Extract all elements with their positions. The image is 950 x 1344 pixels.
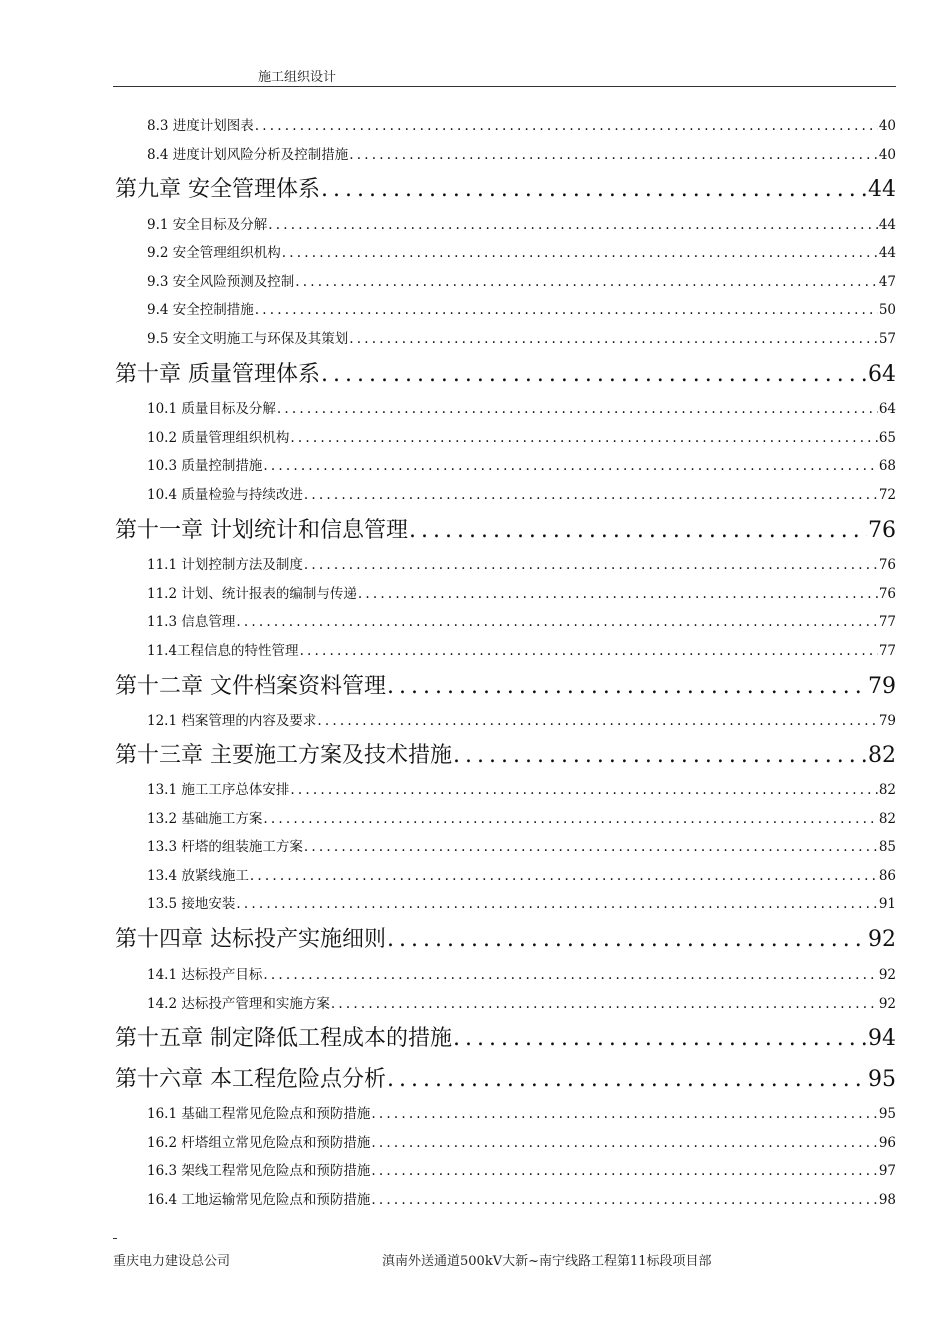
toc-entry-title: 第十一章 计划统计和信息管理 [115,518,408,543]
toc-page-number: 95 [868,1067,896,1092]
toc-page-number: 94 [868,1026,896,1051]
toc-leader-dots [387,927,867,952]
toc-leader-dots [349,147,878,163]
toc-leader-dots [263,967,877,983]
toc-section-entry[interactable] [147,835,896,855]
toc-leader-dots [371,1135,877,1151]
toc-page-number: 91 [878,896,896,912]
toc-section-entry[interactable] [147,114,896,134]
toc-leader-dots [236,896,877,912]
toc-leader-dots [304,839,878,855]
toc-page-number: 92 [878,996,896,1012]
toc-entry-title: 第十三章 主要施工方案及技术措施 [115,743,452,768]
toc-section-entry[interactable] [147,963,896,983]
toc-section-entry[interactable] [147,807,896,827]
toc-leader-dots [321,362,867,387]
toc-chapter-entry[interactable] [115,513,896,543]
toc-leader-dots [295,274,878,290]
toc-entry-title: 11.2 计划、统计报表的编制与传递 [147,586,357,602]
toc-entry-title: 第十六章 本工程危险点分析 [115,1067,386,1092]
toc-entry-title: 9.2 安全管理组织机构 [147,245,281,261]
toc-page-number: 96 [878,1135,896,1151]
toc-leader-dots [453,743,867,768]
toc-entry-title: 第十二章 文件档案资料管理 [115,674,386,699]
toc-entry-title: 16.1 基础工程常见危险点和预防措施 [147,1106,371,1122]
toc-page-number: 40 [878,118,896,134]
toc-section-entry[interactable] [147,1188,896,1208]
toc-entry-title: 11.1 计划控制方法及制度 [147,557,303,573]
footer-project: 滇南外送通道500kV大新~南宁线路工程第11标段项目部 [382,1254,712,1269]
toc-page-number: 92 [868,927,896,952]
toc-section-entry[interactable] [147,454,896,474]
toc-entry-title: 16.4 工地运输常见危险点和预防措施 [147,1192,371,1208]
toc-page-number: 82 [878,782,896,798]
toc-leader-dots [409,518,867,543]
toc-leader-dots [349,331,878,347]
toc-section-entry[interactable] [147,892,896,912]
toc-entry-title: 9.3 安全风险预测及控制 [147,274,295,290]
toc-entry-title: 8.3 进度计划图表 [147,118,254,134]
toc-leader-dots [371,1163,877,1179]
toc-leader-dots [263,458,877,474]
toc-leader-dots [300,643,878,659]
toc-page-number: 97 [878,1163,896,1179]
toc-leader-dots [453,1026,867,1051]
toc-entry-title: 10.4 质量检验与持续改进 [147,487,303,503]
toc-chapter-entry[interactable] [115,172,896,202]
toc-entry-title: 14.2 达标投产管理和实施方案 [147,996,330,1012]
toc-chapter-entry[interactable] [115,1021,896,1051]
toc-chapter-entry[interactable] [115,738,896,768]
toc-page-number: 44 [878,245,896,261]
toc-leader-dots [304,487,878,503]
toc-leader-dots [282,245,878,261]
toc-leader-dots [331,996,878,1012]
toc-leader-dots [255,302,878,318]
toc-page-number: 72 [878,487,896,503]
toc-chapter-entry[interactable] [115,357,896,387]
toc-page-number: 50 [878,302,896,318]
toc-page-number: 86 [878,868,896,884]
toc-page-number: 76 [878,586,896,602]
toc-section-entry[interactable] [147,270,896,290]
toc-leader-dots [290,782,877,798]
toc-section-entry[interactable] [147,1102,896,1122]
toc-page-number: 65 [878,430,896,446]
toc-page-number: 77 [878,614,896,630]
toc-leader-dots [321,177,867,202]
toc-leader-dots [268,217,878,233]
toc-page-number: 76 [868,518,896,543]
toc-page-number: 47 [878,274,896,290]
toc-page-number: 68 [878,458,896,474]
toc-section-entry[interactable] [147,327,896,347]
toc-leader-dots [236,614,877,630]
toc-leader-dots [371,1106,877,1122]
toc-entry-title: 第十五章 制定降低工程成本的措施 [115,1026,452,1051]
toc-entry-title: 13.1 施工工序总体安排 [147,782,290,798]
toc-page-number: 77 [878,643,896,659]
toc-section-entry[interactable] [147,864,896,884]
toc-page-number: 40 [878,147,896,163]
toc-section-entry[interactable] [147,709,896,729]
toc-entry-title: 12.1 档案管理的内容及要求 [147,713,317,729]
toc-leader-dots [304,557,878,573]
toc-section-entry[interactable] [147,553,896,573]
toc-chapter-entry[interactable] [115,669,896,699]
header-title: 施工组织设计 [258,70,337,85]
toc-entry-title: 第十章 质量管理体系 [115,362,320,387]
toc-leader-dots [387,1067,867,1092]
toc-page-number: 79 [868,674,896,699]
toc-leader-dots [358,586,878,602]
toc-entry-title: 10.3 质量控制措施 [147,458,263,474]
toc-page-number: 64 [878,401,896,417]
toc-leader-dots [263,811,877,827]
toc-entry-title: 9.1 安全目标及分解 [147,217,268,233]
toc-section-entry[interactable] [147,143,896,163]
toc-page-number: 44 [878,217,896,233]
toc-leader-dots [255,118,878,134]
toc-entry-title: 13.5 接地安装 [147,896,236,912]
toc-leader-dots [317,713,877,729]
toc-section-entry[interactable] [147,610,896,630]
toc-chapter-entry[interactable] [115,922,896,952]
toc-page-number: 76 [878,557,896,573]
toc-section-entry[interactable] [147,1131,896,1151]
toc-entry-title: 13.3 杆塔的组装施工方案 [147,839,303,855]
toc-leader-dots [387,674,867,699]
toc-leader-dots [277,401,878,417]
toc-page-number: 82 [878,811,896,827]
toc-leader-dots [290,430,877,446]
footer-company: 重庆电力建设总公司 [113,1254,231,1269]
toc-section-entry[interactable] [147,639,896,659]
toc-page-number: 85 [878,839,896,855]
toc-page-number: 57 [878,331,896,347]
toc-entry-title: 第十四章 达标投产实施细则 [115,927,386,952]
toc-entry-title: 11.4工程信息的特性管理 [147,643,299,659]
toc-entry-title: 13.4 放紧线施工 [147,868,249,884]
toc-entry-title: 10.2 质量管理组织机构 [147,430,290,446]
toc-leader-dots [371,1192,877,1208]
toc-section-entry[interactable] [147,426,896,446]
toc-entry-title: 16.3 架线工程常见危险点和预防措施 [147,1163,371,1179]
toc-entry-title: 11.3 信息管理 [147,614,236,630]
toc-page-number: 64 [868,362,896,387]
toc-entry-title: 第九章 安全管理体系 [115,177,320,202]
toc-page-number: 82 [868,743,896,768]
toc-section-entry[interactable] [147,397,896,417]
toc-section-entry[interactable] [147,483,896,503]
toc-section-entry[interactable] [147,213,896,233]
toc-page-number: 98 [878,1192,896,1208]
toc-leader-dots [250,868,878,884]
toc-entry-title: 14.1 达标投产目标 [147,967,263,983]
toc-entry-title: 8.4 进度计划风险分析及控制措施 [147,147,349,163]
toc-page-number: 44 [868,177,896,202]
toc-page-number: 92 [878,967,896,983]
toc-section-entry[interactable] [147,778,896,798]
toc-section-entry[interactable] [147,582,896,602]
toc-entry-title: 16.2 杆塔组立常见危险点和预防措施 [147,1135,371,1151]
toc-page-number: 95 [878,1106,896,1122]
toc-page-number: 79 [878,713,896,729]
toc-entry-title: 10.1 质量目标及分解 [147,401,276,417]
toc-entry-title: 13.2 基础施工方案 [147,811,263,827]
toc-section-entry[interactable] [147,1159,896,1179]
toc-section-entry[interactable] [147,992,896,1012]
toc-entry-title: 9.5 安全文明施工与环保及其策划 [147,331,349,347]
footer-mark [113,1238,117,1239]
toc-section-entry[interactable] [147,298,896,318]
toc-section-entry[interactable] [147,241,896,261]
toc-entry-title: 9.4 安全控制措施 [147,302,254,318]
toc-chapter-entry[interactable] [115,1062,896,1092]
